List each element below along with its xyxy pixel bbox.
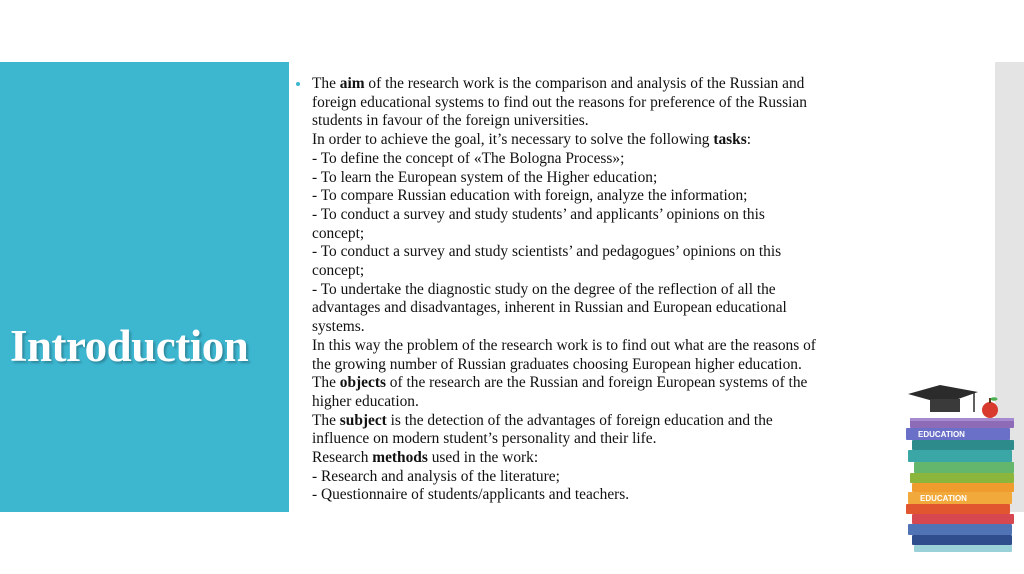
body-line [312,75,887,94]
line-text: - To conduct a survey and study scientists’ and pedagogues’ opinions on this [312,243,782,261]
line-text: - To conduct a survey and study students’ and applicants’ opinions on this [312,205,765,223]
line-text: the growing number of Russian graduates choosing European higher education. [312,355,802,373]
body-text [312,75,887,505]
body-line [312,430,887,449]
books-stack-icon [898,382,1023,562]
body-line [312,243,887,262]
body-line [312,374,887,393]
line-text: - To compare Russian education with foreign, analyze the information; [312,187,748,205]
line-text: - To learn the European system of the Higher education; [312,168,658,186]
apple-icon [982,402,998,418]
emphasis-text: tasks [713,131,747,149]
body-line [312,468,887,487]
title-panel [0,62,289,512]
body-line [312,337,887,356]
body-line [312,356,887,375]
body-line [312,94,887,113]
line-text: foreign educational systems to find out the reasons for preference of the Russian [312,93,807,111]
emphasis-text: subject [339,411,387,429]
slide-title: Introduction [10,321,249,371]
body-line [312,169,887,188]
line-text: of the research work is the comparison and analysis of the Russian and [364,75,805,92]
line-text: of the research are the Russian and foreign European systems of the [385,374,808,392]
line-text: influence on modern student’s personality and their life. [312,430,657,448]
body-line [312,150,887,169]
body-line [312,112,887,131]
line-text: students in favour of the foreign universities. [312,112,589,130]
body-line [312,225,887,244]
body-line [312,262,887,281]
body-line [312,299,887,318]
bullet-icon [296,82,300,86]
line-text: higher education. [312,392,419,410]
line-text: The [312,374,340,392]
body-line [312,412,887,431]
emphasis-text: aim [339,75,365,92]
line-text: - Research and analysis of the literature; [312,467,560,485]
body-line [312,206,887,225]
line-text: used in the work: [427,449,539,467]
line-text: concept; [312,224,365,242]
line-text: systems. [312,318,365,336]
emphasis-text: objects [339,374,386,392]
line-text: In this way the problem of the research work is to find out what are the reasons of [312,336,816,354]
line-text: : [746,131,751,149]
line-text: advantages and disadvantages, inherent in Russian and European educational [312,299,787,317]
line-text: In order to achieve the goal, it’s necessary to solve the following [312,131,714,149]
body-line [312,393,887,412]
book-label-bottom: EDUCATION [920,494,967,503]
body-line [312,449,887,468]
line-text: - To undertake the diagnostic study on the degree of the reflection of all the [312,280,776,298]
body-line [312,281,887,300]
line-text: is the detection of the advantages of foreign education and the [386,411,773,429]
body-line [312,131,887,150]
body-line [312,486,887,505]
body-line [312,187,887,206]
line-text: - To define the concept of «The Bologna Process»; [312,149,625,167]
body-line [312,318,887,337]
line-text: concept; [312,262,365,280]
emphasis-text: methods [372,449,428,467]
line-text: - Questionnaire of students/applicants and teachers. [312,486,630,504]
line-text: Research [312,449,373,467]
line-text: The [312,75,340,92]
book-label-top: EDUCATION [918,430,965,439]
line-text: The [312,411,340,429]
